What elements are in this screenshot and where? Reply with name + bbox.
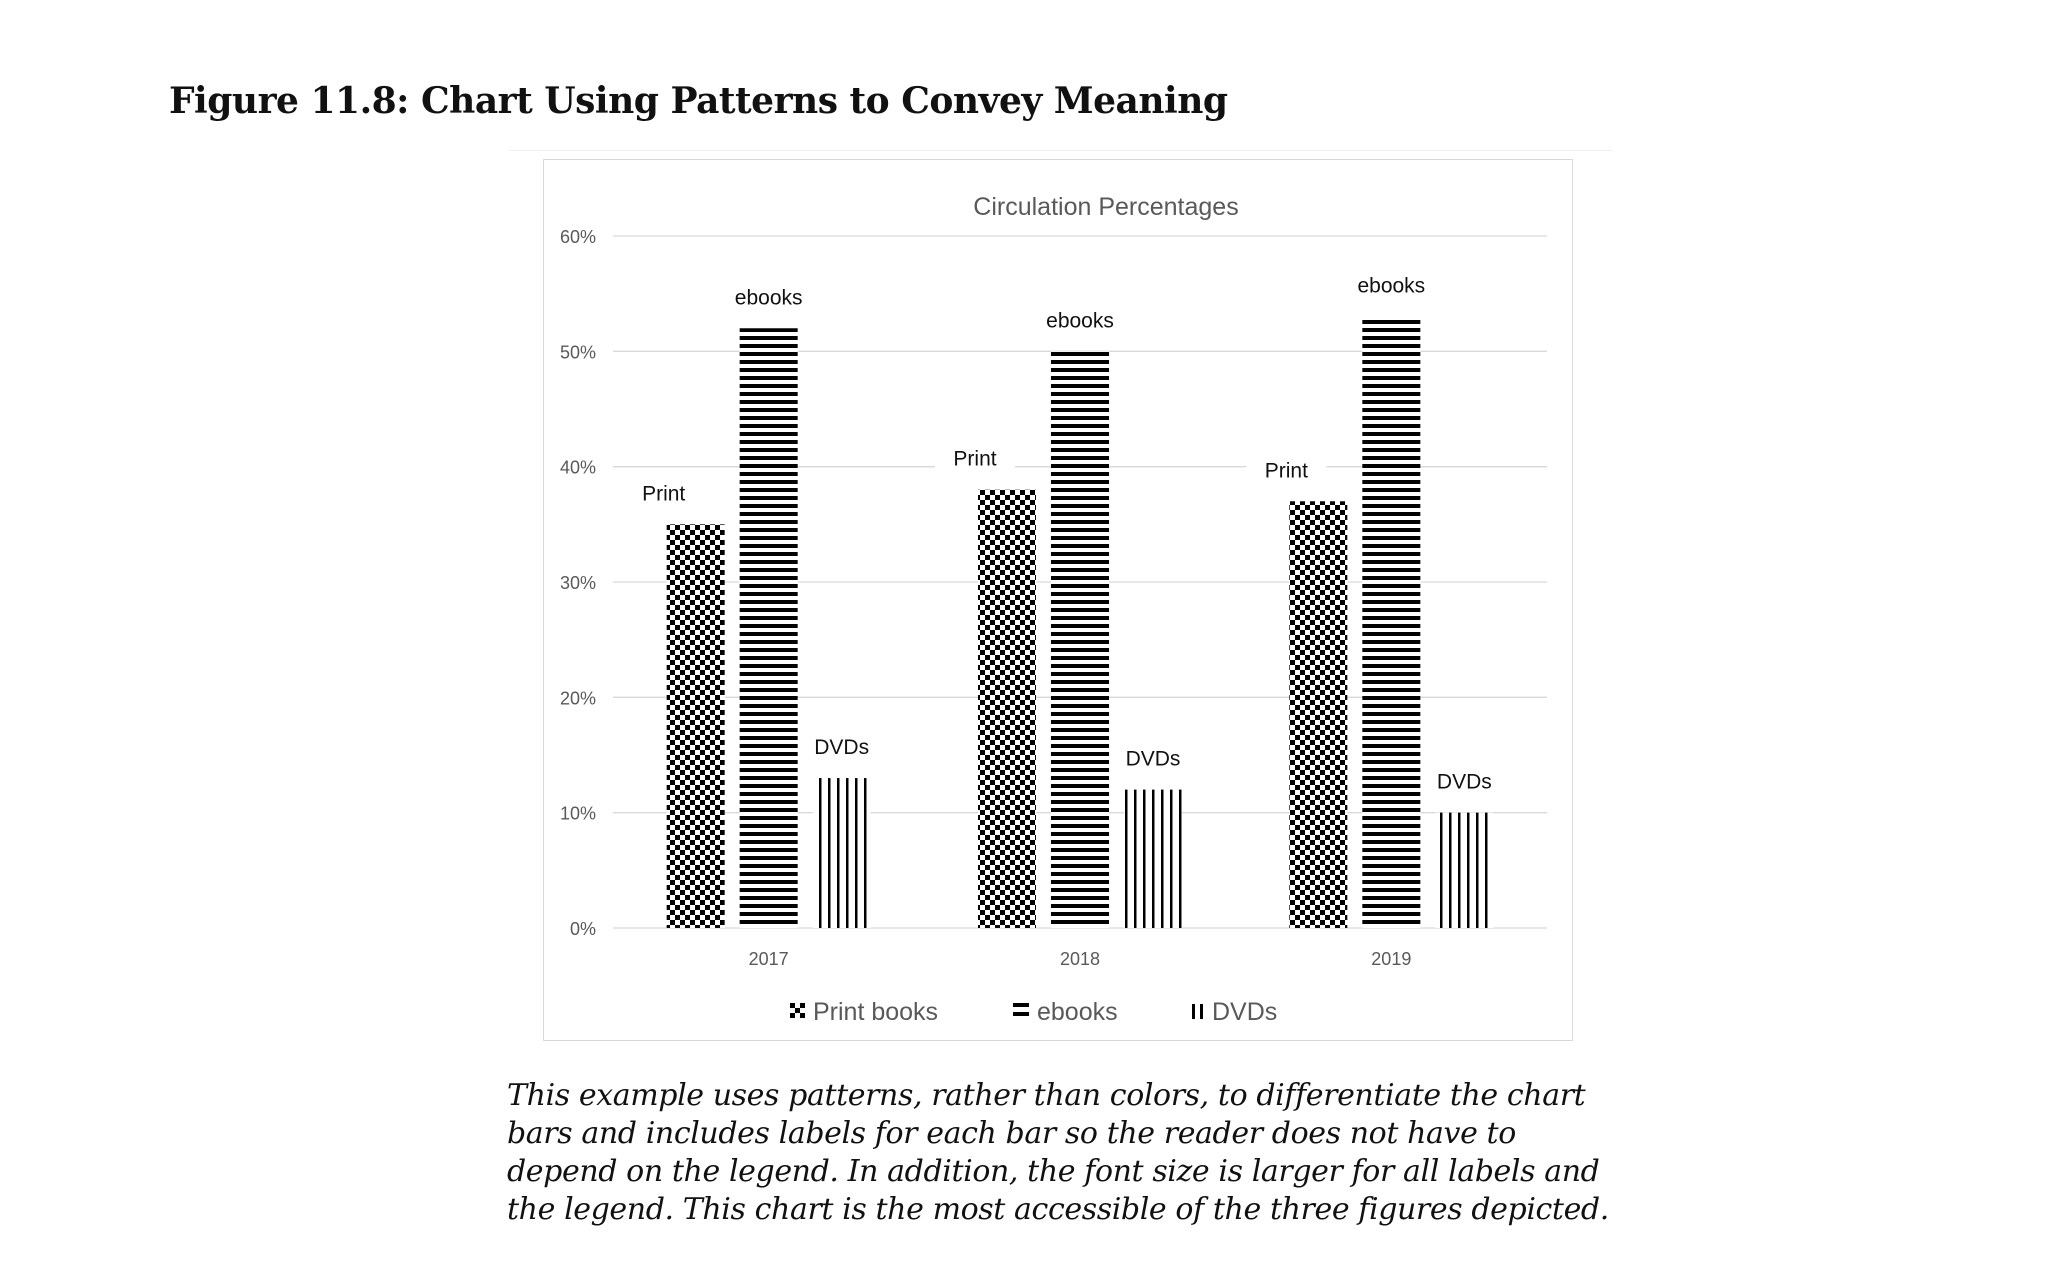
y-tick-label: 60% — [559, 227, 596, 247]
x-axis-ticks — [749, 949, 1412, 969]
figure-title: Figure 11.8: Chart Using Patterns to Convey Meaning — [169, 80, 1228, 122]
bar-dvds-2018 — [1124, 790, 1182, 928]
legend-label-ebooks: ebooks — [1037, 998, 1118, 1026]
y-tick-label: 0% — [569, 919, 596, 939]
bar-ebooks-2017 — [740, 328, 798, 928]
y-tick-label: 20% — [559, 688, 596, 709]
y-tick-label: 10% — [559, 803, 596, 824]
legend-item-ebooks — [1013, 998, 1118, 1026]
bar-ebooks-2018 — [1051, 351, 1109, 928]
legend-item-print-books — [790, 998, 938, 1026]
y-axis-ticks — [560, 227, 596, 939]
y-tick-label: 50% — [559, 342, 596, 363]
y-tick-label: 40% — [559, 457, 596, 478]
data-label-ebooks: ebooks — [1046, 309, 1114, 333]
x-tick-label: 2019 — [1371, 949, 1412, 969]
checkerboard-swatch-icon — [790, 1003, 805, 1018]
data-label-dvds: DVDs — [1125, 747, 1181, 771]
data-label-print: Print — [1264, 459, 1308, 483]
bar-print-2019 — [1289, 501, 1347, 928]
bar-print-2018 — [978, 490, 1036, 928]
data-label-print: Print — [642, 482, 686, 506]
horizontal-stripes-swatch-icon — [1013, 1003, 1029, 1016]
bar-dvds-2019 — [1435, 813, 1493, 928]
y-tick-label: 30% — [559, 573, 596, 593]
bar-print-2017 — [667, 524, 725, 928]
legend-label-print-books: Print books — [813, 998, 939, 1026]
data-label-dvds: DVDs — [814, 736, 870, 760]
x-tick-label: 2018 — [1059, 949, 1101, 969]
data-label-ebooks: ebooks — [734, 286, 803, 310]
figure-caption: This example uses patterns, rather than colors, to differentiate the chart bars and includes labels for each bar so the reader does not have to depend on the legend. In addition, the font size is larger for all labels and the legend. This chart is the most accessible of the three figures depicted. — [507, 1078, 1609, 1227]
chart-title: Circulation Percentages — [973, 193, 1239, 221]
bar-dvds-2017 — [813, 778, 871, 928]
data-label-print: Print — [953, 447, 997, 471]
legend — [790, 998, 1277, 1026]
data-label-ebooks: ebooks — [1357, 274, 1426, 298]
x-tick-label: 2017 — [748, 949, 789, 969]
data-label-dvds: DVDs — [1436, 770, 1492, 794]
bar-ebooks-2019 — [1362, 317, 1420, 928]
vertical-stripes-swatch-icon — [1192, 1004, 1203, 1019]
bars — [624, 269, 1505, 928]
legend-label-dvds: DVDs — [1212, 998, 1278, 1026]
legend-item-dvds — [1192, 998, 1277, 1026]
